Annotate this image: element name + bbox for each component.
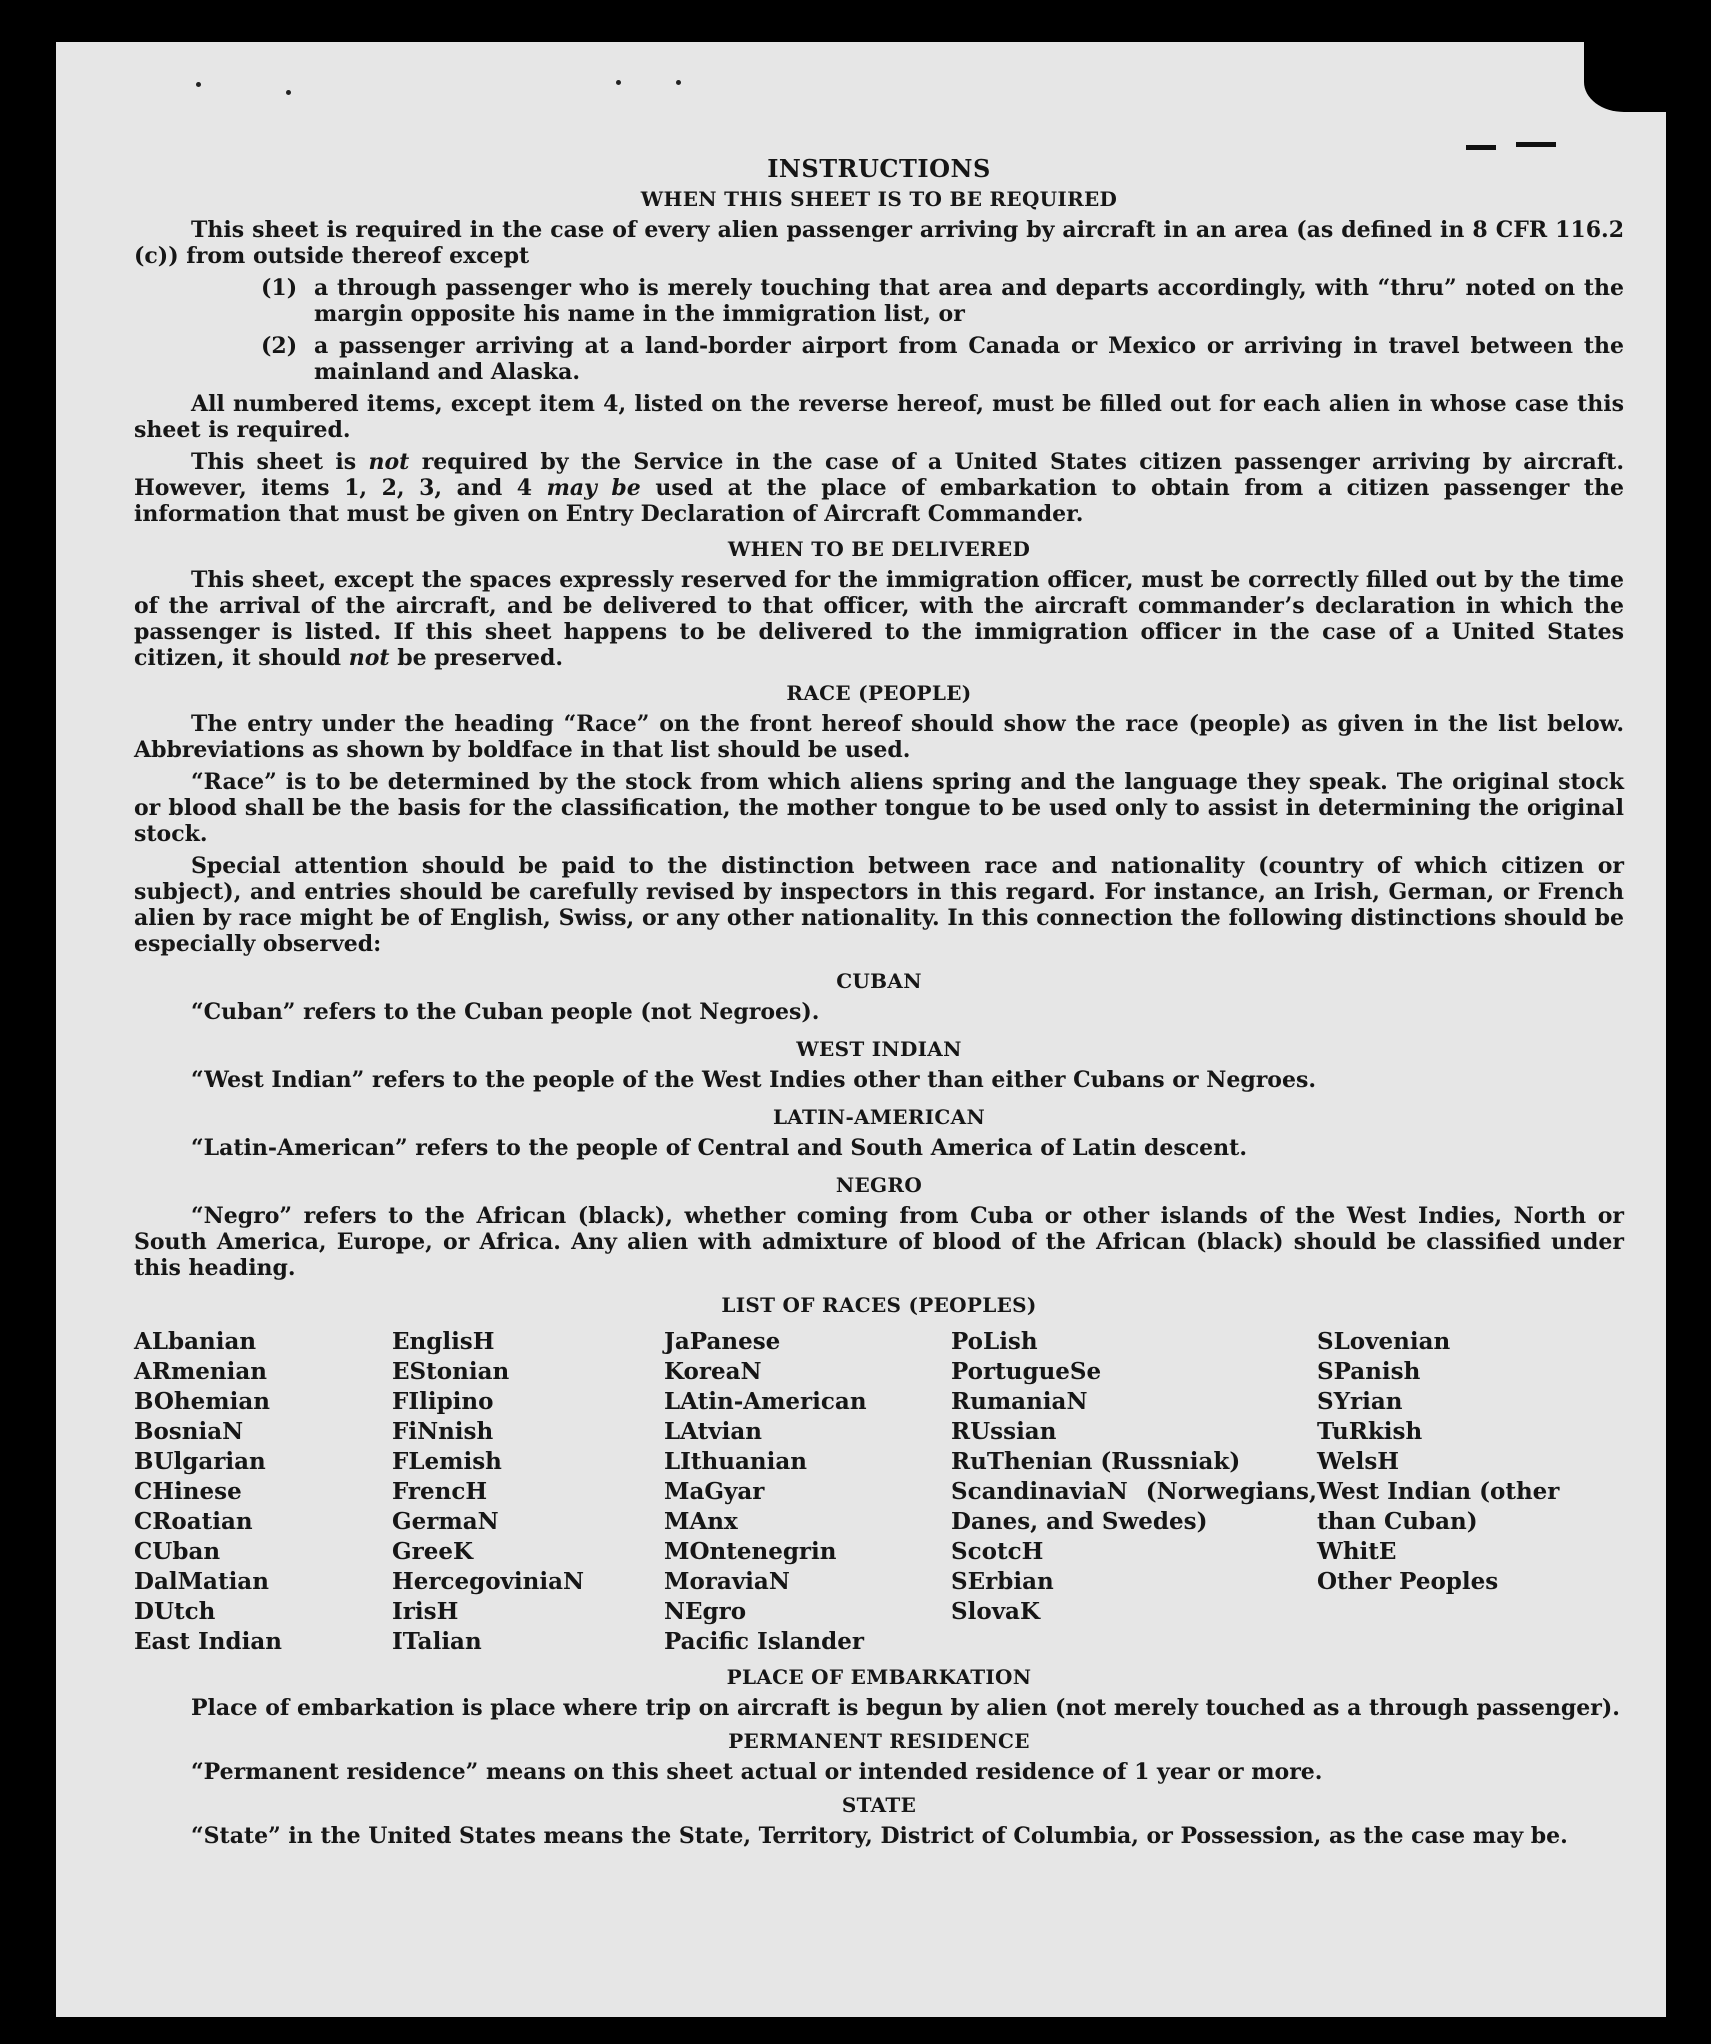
instructions-content: [134, 110, 1624, 1849]
section-heading: NEGRO: [835, 1173, 923, 1197]
document-page: [56, 42, 1666, 2017]
list-item: RUssian: [951, 1418, 1057, 1445]
list-item: MoraviaN: [664, 1568, 790, 1595]
list-item: SPanish: [1317, 1358, 1421, 1385]
list-item: FiNnish: [392, 1418, 494, 1445]
list-item: IrisH: [392, 1598, 459, 1625]
list-item: FrencH: [392, 1478, 488, 1505]
list-item: SlovaK: [951, 1598, 1040, 1625]
list-item: LAtvian: [664, 1418, 762, 1445]
section-heading: LIST OF RACES (PEOPLES): [721, 1293, 1037, 1317]
list-item: GreeK: [392, 1538, 474, 1565]
list-item: LIthuanian: [664, 1448, 807, 1475]
paragraph: Special attention should be paid to the distinction between race and nationality (country of which citizen or subject), and entries should be carefully revised by inspectors in this regard. For instance, an Irish, German, or French alien by race might be of English, Swiss, or any other nationality. In this connection the following distinctions should be especially observed:: [134, 853, 1624, 957]
speck: [676, 80, 681, 85]
list-item: GermaN: [392, 1508, 499, 1535]
list-item: SLovenian: [1317, 1328, 1451, 1355]
paragraph: This sheet, except the spaces expressly reserved for the immigration officer, must be correctly filled out by the time of the arrival of the aircraft, and be delivered to that officer, with the aircraft commander’s declaration in which the passenger is listed. If this sheet happens to be delivered to the immigration officer in the case of a United States citizen, it should not be preserved.: [134, 567, 1624, 671]
section-heading: WHEN THIS SHEET IS TO BE REQUIRED: [640, 187, 1118, 211]
list-item: CRoatian: [134, 1508, 253, 1535]
list-item: West Indian (other than Cuban): [1317, 1478, 1560, 1535]
list-item: BOhemian: [134, 1388, 270, 1415]
list-item: East Indian: [134, 1628, 282, 1655]
section-heading: RACE (PEOPLE): [786, 681, 972, 705]
list-item: Pacific Islander: [664, 1628, 864, 1655]
list-item: (1) a through passenger who is merely touching that area and departs accordingly, with “thru” noted on the margin opposite his name in the immigration list, or: [261, 275, 1624, 327]
list-item: FIlipino: [392, 1388, 494, 1415]
race-column: [1317, 1327, 1617, 1657]
paragraph: “Permanent residence” means on this sheet actual or intended residence of 1 year or more.: [191, 1759, 1323, 1785]
list-item: PoLish: [951, 1328, 1038, 1355]
list-item: ScandinaviaN (Norwegians, Danes, and Swedes): [951, 1478, 1317, 1535]
list-item: MOntenegrin: [664, 1538, 837, 1565]
section-heading: WEST INDIAN: [796, 1037, 962, 1061]
list-item: BUlgarian: [134, 1448, 266, 1475]
speck: [196, 82, 201, 87]
list-item: PortugueSe: [951, 1358, 1102, 1385]
list-item: EStonian: [392, 1358, 510, 1385]
paragraph: “West Indian” refers to the people of the West Indies other than either Cubans or Negroes.: [191, 1067, 1317, 1093]
list-item: MAnx: [664, 1508, 738, 1535]
list-item: NEgro: [664, 1598, 747, 1625]
list-item: MaGyar: [664, 1478, 765, 1505]
list-item: JaPanese: [664, 1328, 781, 1355]
paragraph: The entry under the heading “Race” on the front hereof should show the race (people) as given in the list below. Abbreviations as shown by boldface in that list should be used.: [134, 711, 1624, 763]
paragraph: “State” in the United States means the State, Territory, District of Columbia, or Possession, as the case may be.: [191, 1823, 1568, 1849]
race-column: [134, 1327, 392, 1657]
section-heading: PLACE OF EMBARKATION: [726, 1665, 1032, 1689]
race-column: [392, 1327, 664, 1657]
list-item: TuRkish: [1317, 1418, 1423, 1445]
list-item: BosniaN: [134, 1418, 244, 1445]
list-item: DalMatian: [134, 1568, 269, 1595]
list-item: CUban: [134, 1538, 221, 1565]
section-heading: LATIN-AMERICAN: [772, 1105, 986, 1129]
paragraph: All numbered items, except item 4, listed on the reverse hereof, must be filled out for each alien in whose case this sheet is required.: [134, 391, 1624, 443]
list-item: Other Peoples: [1317, 1568, 1499, 1595]
list-item: KoreaN: [664, 1358, 762, 1385]
speck: [616, 80, 621, 85]
speck: [286, 90, 291, 95]
list-item: WhitE: [1317, 1538, 1397, 1565]
section-heading: CUBAN: [836, 969, 922, 993]
list-item: SErbian: [951, 1568, 1054, 1595]
list-item: HercegoviniaN: [392, 1568, 585, 1595]
list-item: ALbanian: [134, 1328, 257, 1355]
list-item: (2) a passenger arriving at a land-border airport from Canada or Mexico or arriving in travel between the mainland and Alaska.: [261, 333, 1624, 385]
list-item: SYrian: [1317, 1388, 1403, 1415]
list-item: RumaniaN: [951, 1388, 1088, 1415]
section-heading: WHEN TO BE DELIVERED: [727, 537, 1031, 561]
list-item: EnglisH: [392, 1328, 495, 1355]
race-column: [951, 1327, 1317, 1657]
list-item: ITalian: [392, 1628, 482, 1655]
paragraph: Place of embarkation is place where trip on aircraft is begun by alien (not merely touched as a through passenger).: [191, 1695, 1620, 1721]
list-item: LAtin-American: [664, 1388, 867, 1415]
section-heading: PERMANENT RESIDENCE: [728, 1729, 1030, 1753]
paragraph: This sheet is required in the case of every alien passenger arriving by aircraft in an area (as defined in 8 CFR 116.2 (c)) from outside thereof except: [134, 217, 1624, 269]
paragraph: “Cuban” refers to the Cuban people (not Negroes).: [191, 999, 820, 1025]
race-column: [664, 1327, 951, 1657]
paragraph: “Latin-American” refers to the people of Central and South America of Latin descent.: [191, 1135, 1247, 1161]
section-heading: STATE: [841, 1793, 917, 1817]
list-item: ScotcH: [951, 1538, 1044, 1565]
paragraph: “Negro” refers to the African (black), whether coming from Cuba or other islands of the West Indies, North or South America, Europe, or Africa. Any alien with admixture of blood of the African (black) should be classified under this heading.: [134, 1203, 1624, 1281]
list-item: FLemish: [392, 1448, 502, 1475]
list-item: ARmenian: [134, 1358, 268, 1385]
list-item: CHinese: [134, 1478, 242, 1505]
ink-blot: [1584, 42, 1666, 112]
page-title: INSTRUCTIONS: [767, 154, 991, 183]
list-item: WelsH: [1317, 1448, 1400, 1475]
paragraph: This sheet is not required by the Service in the case of a United States citizen passenger arriving by aircraft. However, items 1, 2, 3, and 4 may be used at the place of embarkation to obtain from a citizen passenger the information that must be given on Entry Declaration of Aircraft Commander.: [134, 449, 1624, 527]
list-item: RuThenian (Russniak): [951, 1448, 1241, 1475]
paragraph: “Race” is to be determined by the stock from which aliens spring and the language they speak. The original stock or blood shall be the basis for the classification, the mother tongue to be used only to assist in determining the original stock.: [134, 769, 1624, 847]
race-list: [134, 1327, 1624, 1657]
list-item: DUtch: [134, 1598, 216, 1625]
